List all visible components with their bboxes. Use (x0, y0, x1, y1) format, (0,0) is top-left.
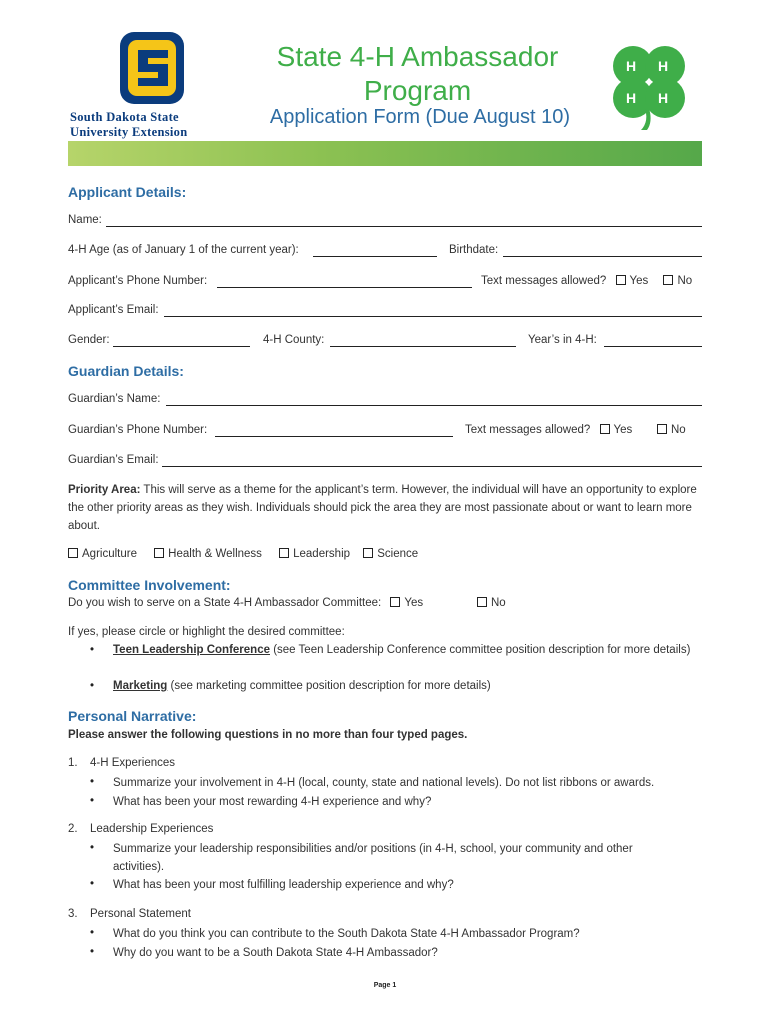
bullet-icon: • (90, 644, 95, 656)
committee-yes-checkbox[interactable] (390, 597, 400, 607)
bullet-icon: • (90, 680, 95, 692)
clover-logo-icon (605, 38, 693, 130)
org-name (70, 110, 187, 140)
page-title: State 4-H Ambassador Program (276, 41, 559, 106)
guardian-email-label: Guardian’s Email: (68, 454, 159, 466)
committee-no-checkbox[interactable] (477, 597, 487, 607)
priority-leadership-checkbox[interactable] (279, 548, 289, 558)
sdsu-logo (112, 30, 192, 106)
applicant-years-field[interactable] (604, 346, 702, 347)
committee-marketing-title: Marketing (113, 680, 168, 692)
committee-teen-title: Teen Leadership Conference (113, 644, 270, 656)
narrative-section-2-num: 2. (68, 823, 78, 835)
applicant-gender-label: Gender: (68, 334, 110, 346)
narrative-1-bullet-2: What has been your most rewarding 4-H experience and why? (113, 796, 432, 808)
committee-question-label: Do you wish to serve on a State 4-H Ambassador Committee: (68, 597, 382, 609)
priority-leadership-label: Leadership (293, 548, 351, 560)
applicant-text-yes-checkbox[interactable] (616, 275, 626, 285)
guardian-text-allowed-label: Text messages allowed? (465, 424, 591, 436)
org-line-2: University Extension (70, 125, 188, 139)
applicant-gender-field[interactable] (113, 346, 250, 347)
applicant-phone-label: Applicant’s Phone Number: (68, 275, 208, 287)
applicant-text-no-label: No (677, 275, 693, 287)
applicant-years-label: Year’s in 4-H: (528, 334, 597, 346)
header-green-bar (68, 141, 702, 166)
svg-text:H: H (658, 58, 669, 74)
narrative-section-3-num: 3. (68, 908, 78, 920)
committee-instruction: If yes, please circle or highlight the desired committee: (68, 626, 345, 638)
guardian-heading: Guardian Details: (68, 363, 184, 379)
applicant-name-field[interactable] (106, 226, 702, 227)
narrative-section-3-title: Personal Statement (90, 908, 192, 920)
narrative-3-bullet-2: Why do you want to be a South Dakota State 4-H Ambassador? (113, 947, 438, 959)
bullet-icon: • (90, 946, 95, 958)
svg-text:H: H (626, 90, 637, 106)
priority-agriculture-label: Agriculture (82, 548, 137, 560)
bullet-icon: • (90, 927, 95, 939)
applicant-text-yes-label: Yes (629, 275, 649, 287)
committee-yes-label: Yes (404, 597, 424, 609)
narrative-heading: Personal Narrative: (68, 708, 197, 724)
applicant-birthdate-field[interactable] (503, 256, 702, 257)
guardian-name-field[interactable] (166, 405, 702, 406)
guardian-text-no (657, 424, 686, 436)
applicant-phone-field[interactable] (217, 287, 472, 288)
applicant-county-label: 4-H County: (263, 334, 325, 346)
committee-teen-text: (see Teen Leadership Conference committee position description for more details) (270, 644, 691, 656)
priority-science-label: Science (377, 548, 419, 560)
svg-text:H: H (626, 58, 637, 74)
applicant-email-field[interactable] (164, 316, 702, 317)
priority-agriculture-checkbox[interactable] (68, 548, 78, 558)
narrative-section-1-num: 1. (68, 757, 78, 769)
narrative-3-bullet-1: What do you think you can contribute to the South Dakota State 4-H Ambassador Program? (113, 928, 580, 940)
priority-health-checkbox[interactable] (154, 548, 164, 558)
narrative-instruction: Please answer the following questions in no more than four typed pages. (68, 729, 468, 741)
page-number: Page 1 (373, 982, 397, 989)
applicant-email-label: Applicant’s Email: (68, 304, 159, 316)
narrative-2-bullet-1: Summarize your leadership responsibilities and/or positions (in 4-H, school, your community and other activities). (113, 843, 633, 873)
guardian-phone-label: Guardian’s Phone Number: (68, 424, 208, 436)
bullet-icon: • (90, 795, 95, 807)
applicant-heading: Applicant Details: (68, 184, 187, 200)
guardian-text-allowed (465, 424, 632, 436)
bullet-icon: • (90, 878, 95, 890)
priority-area-description: This will serve as a theme for the applicant’s term. However, the individual will have an opportunity to explore the other priority areas as they wish. Individuals should pick the area they are most passionate about or want to learn more about. (68, 484, 697, 532)
committee-question (68, 597, 423, 609)
applicant-county-field[interactable] (330, 346, 516, 347)
applicant-text-no-checkbox[interactable] (663, 275, 673, 285)
guardian-phone-field[interactable] (215, 436, 453, 437)
committee-item-marketing (113, 677, 703, 695)
guardian-text-yes-label: Yes (613, 424, 633, 436)
narrative-section-1-title: 4-H Experiences (90, 757, 176, 769)
narrative-section-2-title: Leadership Experiences (90, 823, 214, 835)
committee-marketing-text: (see marketing committee position description for more details) (167, 680, 491, 692)
svg-text:H: H (658, 90, 669, 106)
committee-item-teen (113, 641, 703, 659)
bullet-icon: • (90, 842, 95, 854)
guardian-text-no-label: No (671, 424, 686, 436)
priority-area-text (68, 481, 702, 535)
page-subtitle: Application Form (Due August 10) (269, 106, 571, 128)
applicant-name-label: Name: (68, 214, 102, 226)
committee-no-label: No (491, 597, 506, 609)
guardian-email-field[interactable] (162, 466, 702, 467)
org-line-1: South Dakota State (70, 110, 179, 124)
priority-area-label: Priority Area: (68, 484, 141, 496)
applicant-text-allowed (481, 275, 692, 287)
committee-no (477, 597, 506, 609)
applicant-age-label: 4-H Age (as of January 1 of the current year): (68, 244, 299, 256)
bullet-icon: • (90, 776, 95, 788)
priority-options (68, 548, 418, 560)
narrative-2-bullet-2: What has been your most fulfilling leadership experience and why? (113, 879, 454, 891)
applicant-text-allowed-label: Text messages allowed? (481, 275, 607, 287)
applicant-birthdate-label: Birthdate: (449, 244, 499, 256)
guardian-name-label: Guardian’s Name: (68, 393, 161, 405)
priority-science-checkbox[interactable] (363, 548, 373, 558)
applicant-age-field[interactable] (313, 256, 437, 257)
guardian-text-yes-checkbox[interactable] (600, 424, 610, 434)
guardian-text-no-checkbox[interactable] (657, 424, 667, 434)
narrative-1-bullet-1: Summarize your involvement in 4-H (local, county, state and national levels). Do not list ribbons or awards. (113, 777, 655, 789)
committee-heading: Committee Involvement: (68, 577, 231, 593)
priority-health-label: Health & Wellness (168, 548, 262, 560)
